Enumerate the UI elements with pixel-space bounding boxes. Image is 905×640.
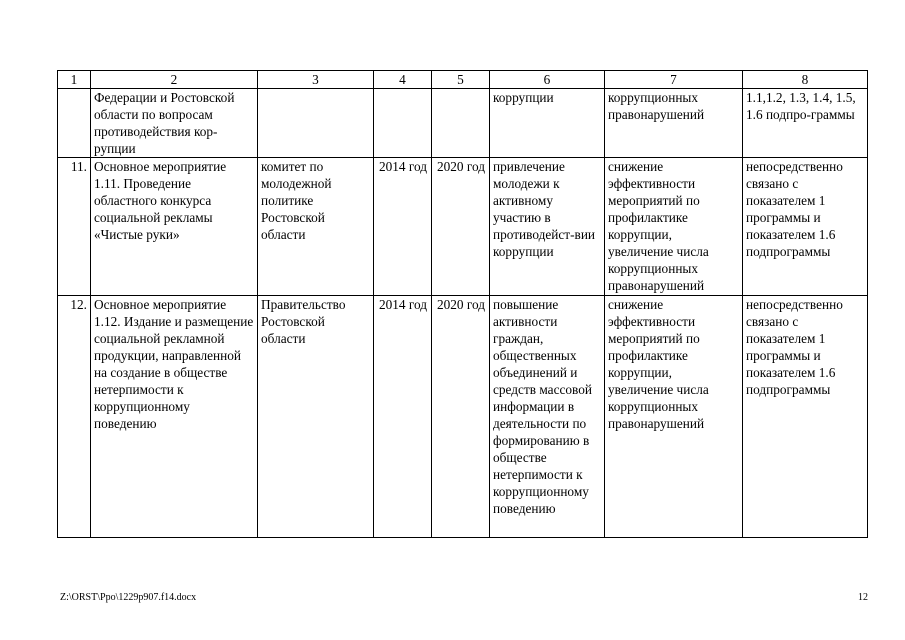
header-cell: 5	[432, 71, 490, 89]
header-cell: 4	[374, 71, 432, 89]
indicator-relation-cell: 1.1,1.2, 1.3, 1.4, 1.5, 1.6 подпро-граммы	[743, 89, 868, 158]
row-number-cell: 11.	[58, 158, 91, 296]
header-cell: 6	[490, 71, 605, 89]
consequences-cell: снижение эффективности мероприятий по профилактике коррупции, увеличение числа коррупционных правонарушений	[605, 158, 743, 296]
measures-table	[57, 70, 868, 538]
table-row	[58, 89, 868, 158]
executor-cell: Правительство Ростовской области	[258, 296, 374, 538]
table-row	[58, 296, 868, 538]
end-year-cell: 2020 год	[432, 158, 490, 296]
event-cell: Основное мероприятие 1.11. Проведение областного конкурса социальной рекламы «Чистые руки»	[91, 158, 258, 296]
header-cell: 8	[743, 71, 868, 89]
header-cell: 3	[258, 71, 374, 89]
consequences-cell: снижение эффективности мероприятий по профилактике коррупции, увеличение числа коррупционных правонарушений	[605, 296, 743, 538]
table-row	[58, 158, 868, 296]
consequences-cell: коррупционных правонарушений	[605, 89, 743, 158]
executor-cell: комитет по молодежной политике Ростовской области	[258, 158, 374, 296]
indicator-relation-cell: непосредственно связано с показателем 1 программы и показателем 1.6 подпрограммы	[743, 158, 868, 296]
end-year-cell: 2020 год	[432, 296, 490, 538]
header-cell: 7	[605, 71, 743, 89]
expected-result-cell: привлечение молодежи к активному участию в противодейст-вии коррупции	[490, 158, 605, 296]
table-header-row	[58, 71, 868, 89]
start-year-cell: 2014 год	[374, 296, 432, 538]
header-cell: 1	[58, 71, 91, 89]
expected-result-cell: коррупции	[490, 89, 605, 158]
event-cell: Основное мероприятие 1.12. Издание и размещение социальной рекламной продукции, направленной на создание в обществе нетерпимости к коррупционному поведению	[91, 296, 258, 538]
start-year-cell	[374, 89, 432, 158]
executor-cell	[258, 89, 374, 158]
end-year-cell	[432, 89, 490, 158]
header-cell: 2	[91, 71, 258, 89]
expected-result-cell: повышение активности граждан, общественных объединений и средств массовой информации в деятельности по формированию в обществе нетерпимости к коррупционному поведению	[490, 296, 605, 538]
page-number: 12	[858, 592, 868, 603]
row-number-cell	[58, 89, 91, 158]
row-number-cell: 12.	[58, 296, 91, 538]
footer-file-path: Z:\ORST\Ppo\1229p907.f14.docx	[60, 592, 197, 603]
indicator-relation-cell: непосредственно связано с показателем 1 программы и показателем 1.6 подпрограммы	[743, 296, 868, 538]
start-year-cell: 2014 год	[374, 158, 432, 296]
event-cell: Федерации и Ростовской области по вопросам противодействия кор-рупции	[91, 89, 258, 158]
